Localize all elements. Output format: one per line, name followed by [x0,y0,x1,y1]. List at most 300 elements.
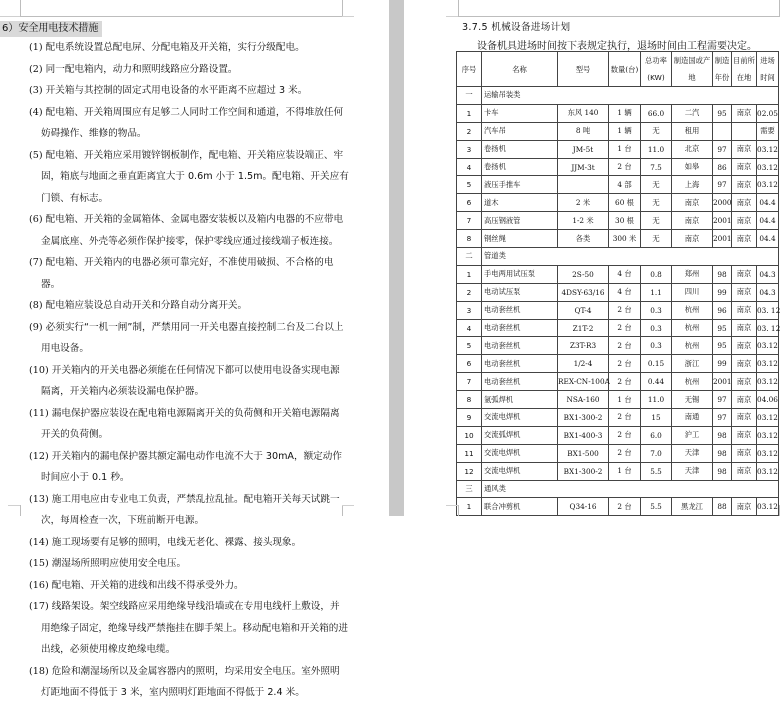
cell-quantity: 60 根 [609,194,641,212]
cell-quantity: 2 台 [609,319,641,337]
cell-location: 南京 [732,212,757,230]
item-number: (11) [29,407,49,419]
cell-quantity: 1 辆 [609,122,641,140]
item-text: 危险和潮湿场所以及金属容器内的照明，均采用安全电压。室外照明灯距地面不得低于 3 米，室内照明灯距地面不得低于 2.4 米。 [41,665,340,698]
cell-location: 南京 [732,355,757,373]
category-name: 通风类 [482,480,779,498]
cell-location: 南京 [732,140,757,158]
cell-model: Q34-16 [558,498,609,516]
cell-origin: 南京 [672,194,713,212]
cell-origin: 杭州 [672,373,713,391]
cell-year: 95 [713,319,732,337]
list-item [29,145,349,210]
item-number: (15) [29,558,49,569]
item-number: (7) [29,257,43,268]
cell-model: Z1T-2 [558,319,609,337]
crop-mark [446,505,458,506]
cell-quantity: 2 台 [609,355,641,373]
list-item [29,446,349,489]
section-title: 6）安全用电技术措施 [0,21,102,37]
cell-origin: 租用 [672,122,713,140]
cell-model: 8 吨 [558,122,609,140]
cell-quantity: 1 台 [609,462,641,480]
cell-quantity: 30 根 [609,212,641,230]
cell-origin: 杭州 [672,337,713,355]
cell-power: 0.15 [641,355,672,373]
cell-entry-time: 03.12 [757,355,779,373]
cell-index: 8 [457,230,482,248]
list-item [29,575,349,597]
cell-origin: 天津 [672,462,713,480]
cell-name: 交流电焊机 [482,409,558,427]
cell-entry-time: 03.12 [757,462,779,480]
cell-power: 15 [641,409,672,427]
cell-origin: 黑龙江 [672,498,713,516]
cell-quantity: 2 台 [609,426,641,444]
cell-location: 南京 [732,409,757,427]
crop-mark [446,16,458,17]
item-number: (17) [29,601,49,612]
cell-power: 11.0 [641,140,672,158]
cell-index: 1 [457,498,482,516]
cell-origin: 四川 [672,283,713,301]
cell-quantity: 1 台 [609,140,641,158]
item-text: 配电箱、开关箱周围应有足够二人同时工作空间和通道，不得堆放任何妨碍操作、维修的物品。 [41,106,344,139]
item-number: (18) [29,665,49,677]
cell-origin: 二汽 [672,104,713,122]
table-row [457,265,779,283]
cell-origin: 上海 [672,176,713,194]
item-number: (8) [29,300,43,311]
cell-location: 南京 [732,426,757,444]
item-text: 配电系统设置总配电屏、分配电箱及开关箱，实行分级配电。 [45,42,305,53]
table-row [457,409,779,427]
cell-location: 南京 [732,176,757,194]
cell-name: 氩弧焊机 [482,391,558,409]
cell-model: QT-4 [558,301,609,319]
cell-entry-time: 02.05 [757,104,779,122]
category-index: 三 [457,480,482,498]
list-item [29,360,349,403]
cell-power: 7.0 [641,444,672,462]
cell-quantity: 2 台 [609,498,641,516]
cell-year: 97 [713,391,732,409]
column-header: 总功率(KW) [641,52,672,87]
cell-origin: 郑州 [672,265,713,283]
item-text: 同一配电箱内，动力和照明线路应分路设置。 [45,63,238,75]
item-number: (1) [29,42,43,53]
item-number: (5) [29,149,43,161]
item-number: (16) [29,579,49,591]
cell-index: 4 [457,319,482,337]
crop-mark [342,505,343,516]
item-number: (13) [29,493,49,505]
cell-quantity: 4 部 [609,176,641,194]
cell-origin: 杭州 [672,301,713,319]
cell-power: 无 [641,194,672,212]
cell-index: 1 [457,104,482,122]
cell-quantity: 4 台 [609,283,641,301]
table-row [457,373,779,391]
item-number: (4) [29,106,43,118]
cell-model: 2 米 [558,194,609,212]
cell-year: 86 [713,158,732,176]
cell-location: 南京 [732,462,757,480]
item-text: 开关箱内的开关电器必须能在任何情况下都可以使用电设备实现电源隔离，开关箱内必须装设漏电保护器。 [41,364,340,397]
cell-name: 高压钢液管 [482,212,558,230]
cell-year: 99 [713,283,732,301]
cell-entry-time: 04.4 [757,230,779,248]
left-page [0,0,389,698]
item-text: 施工用电应由专业电工负责，严禁乱拉乱扯。配电箱开关每天试跳一次，每周检查一次，下班前断开电源。 [41,493,340,526]
cell-entry-time: 04.4 [757,212,779,230]
list-item [29,403,349,446]
cell-entry-time: 03.12 [757,444,779,462]
cell-power: 0.3 [641,301,672,319]
table-row [457,355,779,373]
cell-name: 交流电焊机 [482,444,558,462]
cell-model: BX1-300-2 [558,409,609,427]
cell-name: 电动套丝机 [482,355,558,373]
item-number: (3) [29,85,43,96]
item-text: 必须实行“一机一闸”制，严禁用同一开关电器直接控制二台及二台以上用电设备。 [41,321,344,354]
intro-paragraph: 设备机具进场时间按下表规定执行，退场时间由工程需要决定。 [477,41,757,52]
cell-entry-time: 03.12 [757,158,779,176]
item-text: 配电箱、开关箱的金属箱体、金属电器安装板以及箱内电器的不应带电金属底座、外壳等必须作保护接零，保护零线应通过接线端子板连接。 [41,214,344,247]
cell-year [713,122,732,140]
table-row [457,283,779,301]
cell-model [558,176,609,194]
crop-mark [8,505,20,506]
cell-power: 0.3 [641,319,672,337]
cell-power: 5.5 [641,498,672,516]
item-number: (9) [29,321,43,333]
page-gutter [389,0,404,516]
cell-location: 南京 [732,158,757,176]
cell-index: 5 [457,176,482,194]
table-row [457,319,779,337]
cell-entry-time: 03.12 [757,373,779,391]
cell-location: 南京 [732,301,757,319]
cell-power: 0.3 [641,337,672,355]
item-text: 配电箱、开关箱的进线和出线不得承受外力。 [51,579,244,591]
cell-power: 6.0 [641,426,672,444]
cell-entry-time: 03.12 [757,498,779,516]
cell-origin: 无锡 [672,391,713,409]
cell-index: 6 [457,194,482,212]
cell-name: 电动套丝机 [482,301,558,319]
cell-power: 无 [641,212,672,230]
cell-origin: 南京 [672,212,713,230]
cell-entry-time: 04.3 [757,283,779,301]
cell-power: 7.5 [641,158,672,176]
category-row [457,87,779,105]
list-item [29,661,349,704]
cell-origin: 天津 [672,444,713,462]
cell-origin: 沪工 [672,426,713,444]
cell-name: 卷扬机 [482,158,558,176]
cell-power: 1.1 [641,283,672,301]
column-header: 目前所在地 [732,52,757,87]
cell-entry-time: 03.12 [757,337,779,355]
list-item [29,59,349,81]
cell-power: 无 [641,176,672,194]
cell-index: 2 [457,283,482,301]
column-header: 数量(台) [609,52,641,87]
cell-power: 0.44 [641,373,672,391]
cell-name: 交流弧焊机 [482,426,558,444]
item-text: 开关箱与其控制的固定式用电设备的水平距离不应超过 3 米。 [45,85,308,96]
cell-name: 电动套丝机 [482,319,558,337]
crop-mark [20,0,21,16]
cell-index: 3 [457,301,482,319]
crop-mark [342,505,354,506]
cell-location: 南京 [732,230,757,248]
cell-name: 卡车 [482,104,558,122]
crop-mark [0,16,20,17]
cell-quantity: 2 台 [609,409,641,427]
cell-name: 电动试压泵 [482,283,558,301]
column-header: 序号 [457,52,482,87]
list-item [29,252,349,295]
category-name: 管道类 [482,248,779,266]
table-row [457,104,779,122]
cell-power: 11.0 [641,391,672,409]
crop-mark [342,0,343,16]
cell-model: 1/2-4 [558,355,609,373]
cell-year: 98 [713,462,732,480]
cell-entry-time: 03.12 [757,140,779,158]
cell-index: 10 [457,426,482,444]
cell-name: 道木 [482,194,558,212]
item-text: 配电箱应装设总自动开关和分路自动分离开关。 [45,300,248,311]
cell-location: 南京 [732,337,757,355]
right-page [404,0,780,516]
list-item [29,596,349,661]
cell-year: 98 [713,265,732,283]
item-text: 线路架设。架空线路应采用绝缘导线沿墙或在专用电线杆上敷设，并用绝缘子固定，绝缘导线严禁拖挂在脚手架上。移动配电箱和开关箱的进出线，必须使用橡皮绝缘电缆。 [41,601,348,655]
list-item [29,37,349,59]
crop-mark [458,0,459,16]
cell-index: 9 [457,409,482,427]
list-item [29,80,349,102]
item-text: 开关箱内的漏电保护器其额定漏电动作电流不大于 30mA，额定动作时间应小于 0.1 秒。 [41,450,342,483]
item-text: 漏电保护器应装设在配电箱电源隔离开关的负荷侧和开关箱电源隔离开关的负荷侧。 [41,407,340,440]
list-item [29,209,349,252]
cell-index: 1 [457,265,482,283]
cell-model: 4DSY-63/16 [558,283,609,301]
cell-quantity: 2 台 [609,158,641,176]
safety-measures-list [29,37,349,704]
list-item [29,489,349,532]
cell-power: 66.0 [641,104,672,122]
page-top-margin-line [458,16,780,17]
cell-index: 7 [457,212,482,230]
crop-mark [458,505,459,516]
cell-year: 2000 [713,194,732,212]
cell-year: 2001 [713,373,732,391]
cell-year: 95 [713,104,732,122]
cell-power: 无 [641,230,672,248]
cell-quantity: 1 辆 [609,104,641,122]
cell-year: 98 [713,426,732,444]
column-header: 名称 [482,52,558,87]
cell-year: 2001 [713,212,732,230]
item-text: 配电箱、开关箱内的电器必须可靠完好，不准使用破损、不合格的电器。 [41,257,334,290]
cell-name: 电动套丝机 [482,373,558,391]
cell-power: 无 [641,122,672,140]
cell-origin: 浙江 [672,355,713,373]
cell-model: 东风 140 [558,104,609,122]
cell-quantity: 2 台 [609,301,641,319]
cell-index: 8 [457,391,482,409]
cell-index: 12 [457,462,482,480]
cell-index: 3 [457,140,482,158]
cell-entry-time: 03.12 [757,426,779,444]
table-row [457,498,779,516]
cell-year: 96 [713,301,732,319]
cell-year: 88 [713,498,732,516]
cell-location: 南京 [732,373,757,391]
cell-model: JJM-3t [558,158,609,176]
cell-location: 南京 [732,498,757,516]
cell-entry-time: 需要 [757,122,779,140]
cell-name: 电动套丝机 [482,337,558,355]
table-header-row [457,52,779,87]
crop-mark [20,505,21,516]
cell-entry-time: 03.12 [757,176,779,194]
cell-name: 液压手推车 [482,176,558,194]
cell-name: 联合冲剪机 [482,498,558,516]
table-row [457,140,779,158]
cell-model: BX1-400-3 [558,426,609,444]
column-header: 进场时间 [757,52,779,87]
table-row [457,122,779,140]
cell-quantity: 2 台 [609,337,641,355]
item-number: (14) [29,536,49,548]
table-row [457,444,779,462]
equipment-table [456,51,779,516]
cell-year: 97 [713,140,732,158]
cell-index: 7 [457,373,482,391]
cell-index: 5 [457,337,482,355]
list-item [29,295,349,317]
table-row [457,462,779,480]
cell-entry-time: 03. 12 [757,301,779,319]
table-row [457,194,779,212]
cell-model: 1-2 米 [558,212,609,230]
list-item [29,317,349,360]
cell-origin: 如皋 [672,158,713,176]
cell-quantity: 4 台 [609,265,641,283]
item-number: (2) [29,63,43,75]
cell-model: Z3T-R3 [558,337,609,355]
item-number: (12) [29,450,49,462]
page-top-margin-line [20,16,342,17]
cell-location [732,122,757,140]
table-row [457,230,779,248]
cell-quantity: 300 米 [609,230,641,248]
cell-name: 钢丝绳 [482,230,558,248]
table-row [457,158,779,176]
cell-quantity: 1 台 [609,391,641,409]
cell-entry-time: 04.4 [757,194,779,212]
cell-year: 2001 [713,230,732,248]
list-item [29,532,349,554]
item-number: (6) [29,214,43,225]
cell-model: BX1-300-2 [558,462,609,480]
cell-origin: 南通 [672,409,713,427]
cell-power: 0.8 [641,265,672,283]
table-row [457,176,779,194]
cell-name: 卷扬机 [482,140,558,158]
cell-origin: 南京 [672,230,713,248]
cell-origin: 杭州 [672,319,713,337]
cell-entry-time: 04.06 [757,391,779,409]
category-index: 二 [457,248,482,266]
cell-model: JM-5t [558,140,609,158]
cell-index: 11 [457,444,482,462]
item-text: 施工现场要有足够的照明，电线无老化、裸露、接头现象。 [51,536,302,548]
cell-origin: 北京 [672,140,713,158]
item-number: (10) [29,364,49,376]
cell-entry-time: 04.3 [757,265,779,283]
cell-year: 97 [713,409,732,427]
column-header: 型号 [558,52,609,87]
cell-index: 6 [457,355,482,373]
cell-year: 95 [713,337,732,355]
item-text: 配电箱、开关箱应采用镀锌钢板制作，配电箱、开关箱应装设端正、牢固，箱底与地面之垂直距离宜大于 0.6m 小于 1.5m。配电箱、开关应有门锁、有标志。 [41,149,349,204]
item-text: 潮湿场所照明应使用安全电压。 [51,558,187,569]
crop-mark [342,16,354,17]
cell-model: NSA-160 [558,391,609,409]
cell-model: 各类 [558,230,609,248]
cell-name: 交流电焊机 [482,462,558,480]
cell-location: 南京 [732,104,757,122]
list-item [29,553,349,575]
table-row [457,426,779,444]
category-row [457,248,779,266]
cell-location: 南京 [732,265,757,283]
cell-entry-time: 03. 12 [757,319,779,337]
cell-location: 南京 [732,283,757,301]
table-row [457,212,779,230]
table-row [457,301,779,319]
category-name: 运输吊装类 [482,87,779,105]
category-row [457,480,779,498]
cell-model: REX-CN-100A [558,373,609,391]
cell-year: 98 [713,444,732,462]
cell-index: 2 [457,122,482,140]
cell-entry-time: 03.12 [757,409,779,427]
table-row [457,391,779,409]
cell-index: 4 [457,158,482,176]
section-heading: 3.7.5 机械设备进场计划 [462,22,571,33]
cell-model: 2S-50 [558,265,609,283]
cell-year: 97 [713,176,732,194]
category-index: 一 [457,87,482,105]
list-item [29,102,349,145]
column-header: 制造年份 [713,52,732,87]
cell-power: 5.5 [641,462,672,480]
cell-location: 南京 [732,319,757,337]
table-row [457,337,779,355]
cell-name: 手电两用试压泵 [482,265,558,283]
cell-location: 南京 [732,194,757,212]
cell-quantity: 2 台 [609,444,641,462]
cell-year: 99 [713,355,732,373]
column-header: 制造国或产地 [672,52,713,87]
